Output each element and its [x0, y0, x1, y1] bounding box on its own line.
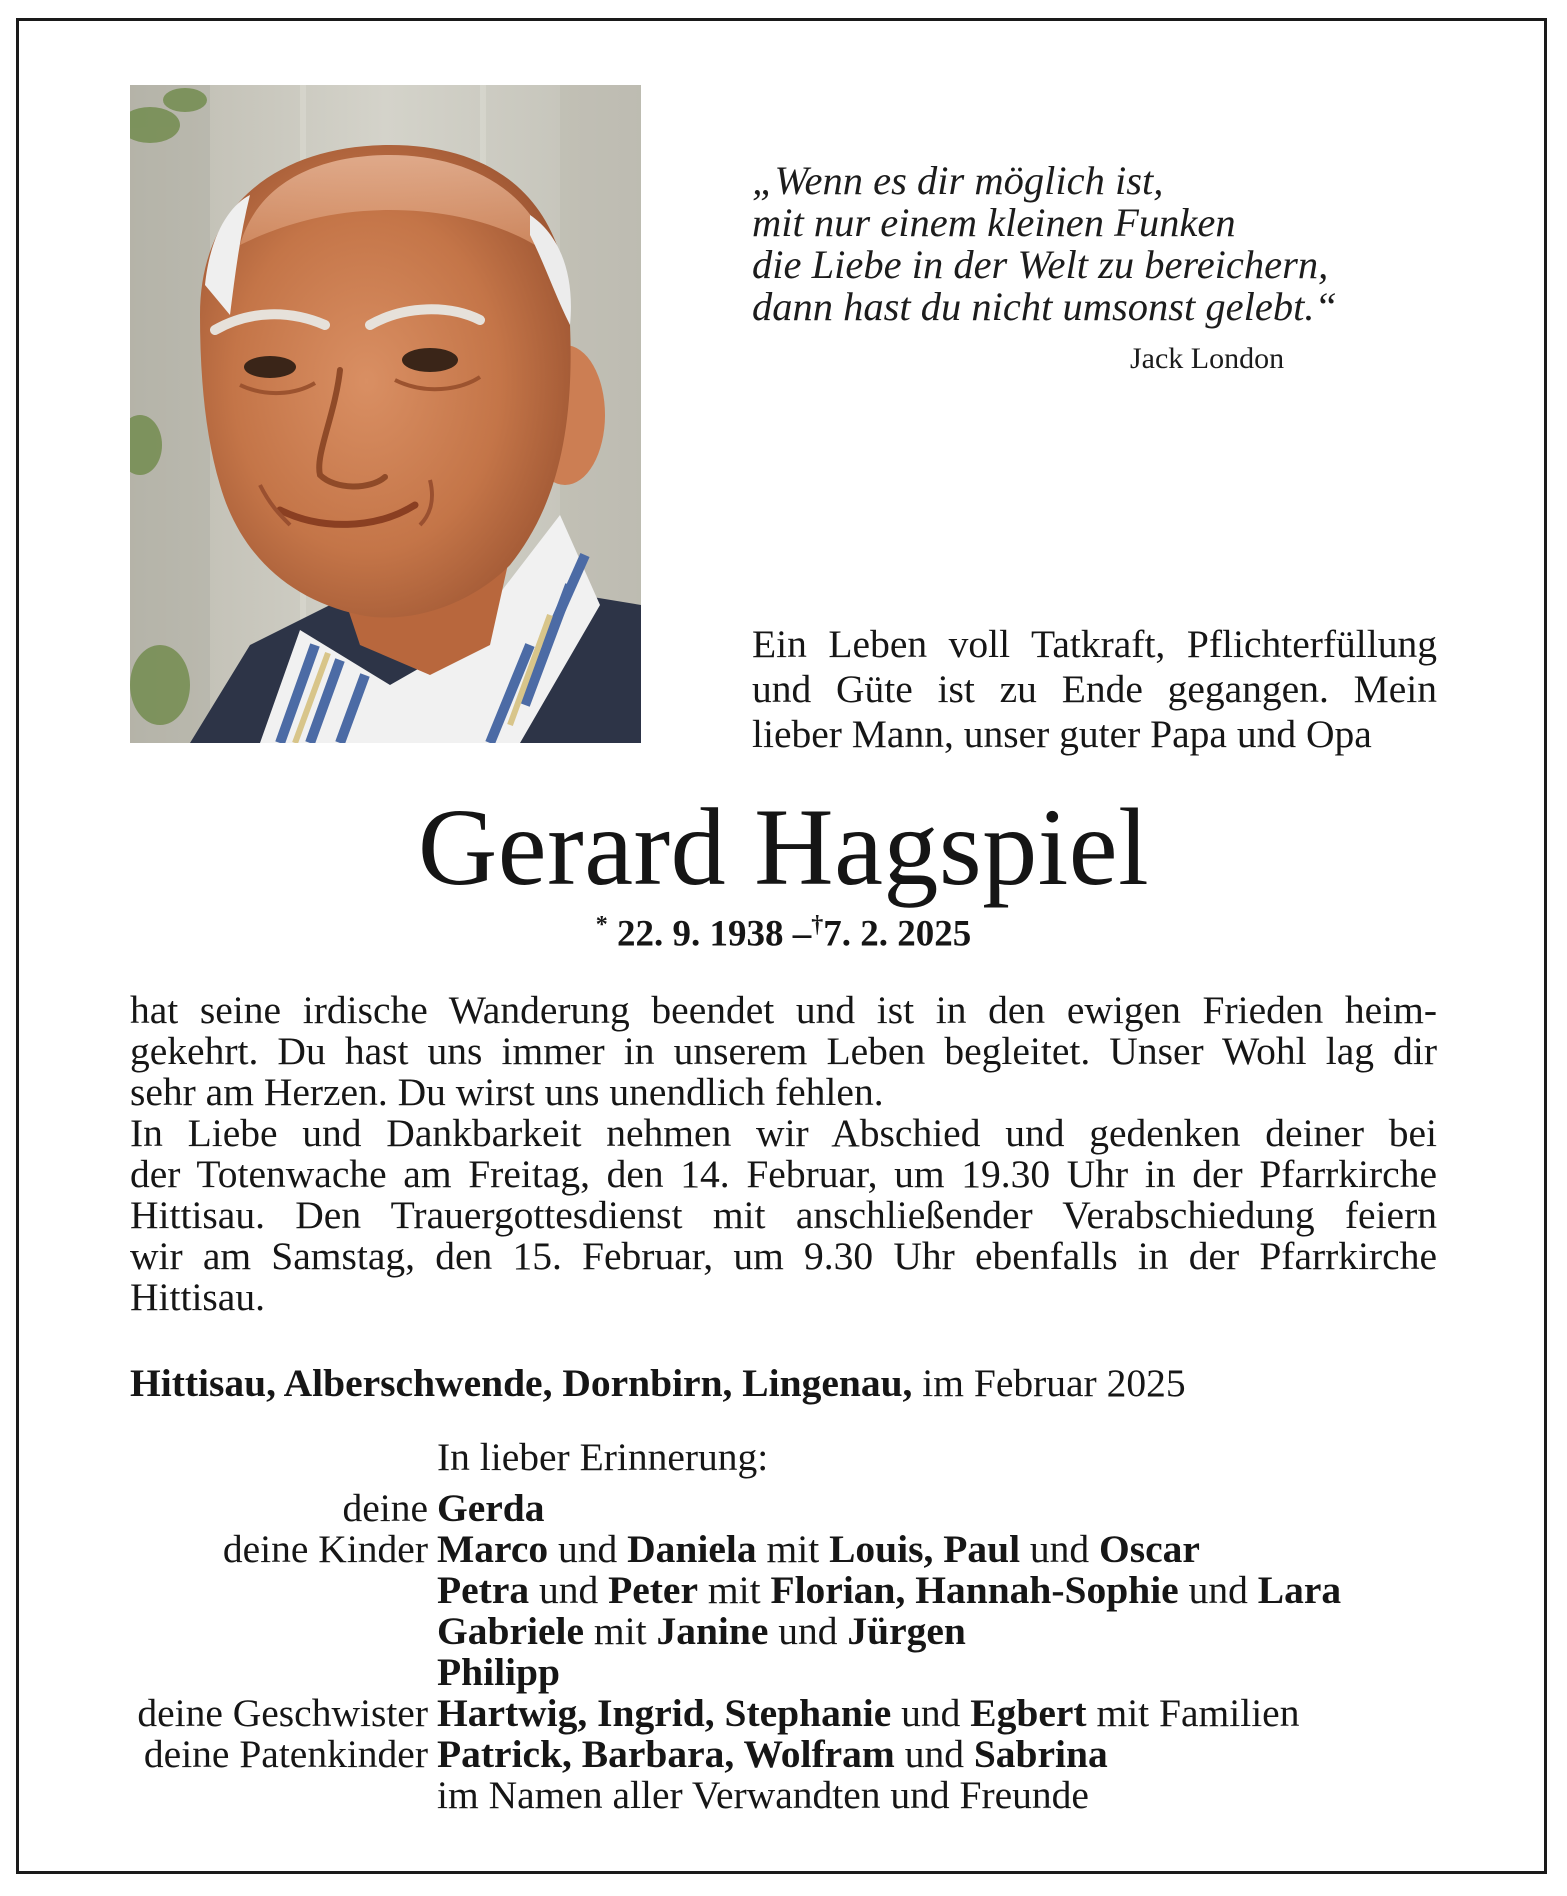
relation-label: deine: [342, 1486, 428, 1530]
family-name: Jürgen: [847, 1609, 966, 1653]
quote-author: Jack London: [1130, 342, 1285, 375]
family-names: [437, 1611, 966, 1652]
connector: mit: [766, 1527, 820, 1571]
family-name: Janine: [656, 1609, 769, 1653]
connector: mit Familien: [1096, 1691, 1300, 1735]
body-line: In Liebe und Dankbarkeit nehmen wir Abschied und gedenken deiner bei: [130, 1111, 1437, 1155]
life-dates: [0, 912, 1567, 955]
epigraph-quote: [752, 160, 1372, 328]
family-name: Gerda: [437, 1486, 545, 1530]
connector: und: [778, 1609, 838, 1653]
family-row-wife: [0, 1488, 1567, 1529]
closing-line: im Namen aller Verwandten und Freunde: [437, 1773, 1089, 1817]
family-row-children: [0, 1570, 1567, 1611]
family-names: [437, 1570, 1341, 1611]
quote-line: „Wenn es dir möglich ist,: [752, 158, 1164, 203]
family-name: Lara: [1257, 1568, 1342, 1612]
connector: mit: [593, 1609, 647, 1653]
family-name: Hartwig, Ingrid, Stephanie: [437, 1691, 892, 1735]
family-names: [437, 1734, 1108, 1775]
intro-line: lieber Mann, unser guter Papa und Opa: [752, 712, 1372, 756]
memory-label: In lieber Erinnerung:: [437, 1435, 769, 1479]
family-row-children: [0, 1652, 1567, 1693]
family-list: [0, 1488, 1567, 1816]
family-name: Patrick, Barbara, Wolfram: [437, 1732, 895, 1776]
body-line: gekehrt. Du hast uns immer in unserem Leben begleitet. Unser Wohl lag dir: [130, 1029, 1437, 1073]
body-line: hat seine irdische Wanderung beendet und ist in den ewigen Frieden heim-: [130, 988, 1437, 1032]
places-date: im Februar 2025: [922, 1361, 1186, 1405]
family-name: Daniela: [627, 1527, 757, 1571]
family-row-closing: [0, 1775, 1567, 1816]
family-name: Peter: [608, 1568, 698, 1612]
birth-symbol: *: [595, 912, 608, 938]
family-names: [437, 1693, 1299, 1734]
birth-date: 22. 9. 1938: [617, 913, 784, 955]
family-name: Florian, Hannah-Sophie: [770, 1568, 1179, 1612]
body-line: wir am Samstag, den 15. Februar, um 9.30 Uhr ebenfalls in der Pfarrkirche: [130, 1234, 1437, 1278]
body-line: Hittisau.: [130, 1275, 265, 1319]
connector: und: [1029, 1527, 1090, 1571]
family-names: [437, 1652, 560, 1693]
body-line: der Totenwache am Freitag, den 14. Februar, um 19.30 Uhr in der Pfarrkirche: [130, 1152, 1437, 1196]
family-row-children: [0, 1529, 1567, 1570]
places-list: Hittisau, Alberschwende, Dornbirn, Lingenau,: [130, 1361, 913, 1405]
intro-text: [752, 622, 1437, 757]
family-names: [437, 1529, 1200, 1570]
family-name: Petra: [437, 1568, 530, 1612]
connector: und: [1188, 1568, 1248, 1612]
obituary-body: [130, 990, 1437, 1318]
date-dash: –: [792, 913, 812, 955]
family-name: Louis, Paul: [829, 1527, 1021, 1571]
relation-label: deine Patenkinder: [143, 1732, 428, 1776]
family-row-siblings: [0, 1693, 1567, 1734]
places-line: [130, 1360, 1437, 1406]
connector: und: [901, 1691, 961, 1735]
relation-label: deine Kinder: [222, 1527, 428, 1571]
quote-line: dann hast du nicht umsonst gelebt.“: [752, 284, 1337, 329]
body-line: sehr am Herzen. Du wirst uns unendlich fehlen.: [130, 1070, 884, 1114]
family-name: Marco: [437, 1527, 549, 1571]
family-name: Egbert: [970, 1691, 1087, 1735]
body-line: Hittisau. Den Trauergottesdienst mit anschließender Verabschiedung feiern: [130, 1193, 1437, 1237]
family-row-godchildren: [0, 1734, 1567, 1775]
death-symbol: †: [811, 912, 824, 938]
death-date: 7. 2. 2025: [823, 913, 972, 955]
family-name: Gabriele: [437, 1609, 584, 1653]
connector: mit: [707, 1568, 761, 1612]
family-name: Philipp: [437, 1650, 560, 1694]
family-name: Sabrina: [973, 1732, 1108, 1776]
family-name: Oscar: [1099, 1527, 1200, 1571]
deceased-name: Gerard Hagspiel: [417, 786, 1150, 908]
quote-line: die Liebe in der Welt zu bereichern,: [752, 242, 1329, 287]
connector: und: [538, 1568, 599, 1612]
intro-line: Ein Leben voll Tatkraft, Pflichterfüllung: [752, 622, 1437, 666]
intro-line: und Güte ist zu Ende gegangen. Mein: [752, 667, 1437, 711]
quote-line: mit nur einem kleinen Funken: [752, 200, 1236, 245]
portrait-photo: [130, 85, 641, 743]
connector: und: [904, 1732, 964, 1776]
relation-label: deine Geschwister: [137, 1691, 428, 1735]
family-names: [437, 1488, 545, 1529]
connector: und: [558, 1527, 618, 1571]
family-row-children: [0, 1611, 1567, 1652]
